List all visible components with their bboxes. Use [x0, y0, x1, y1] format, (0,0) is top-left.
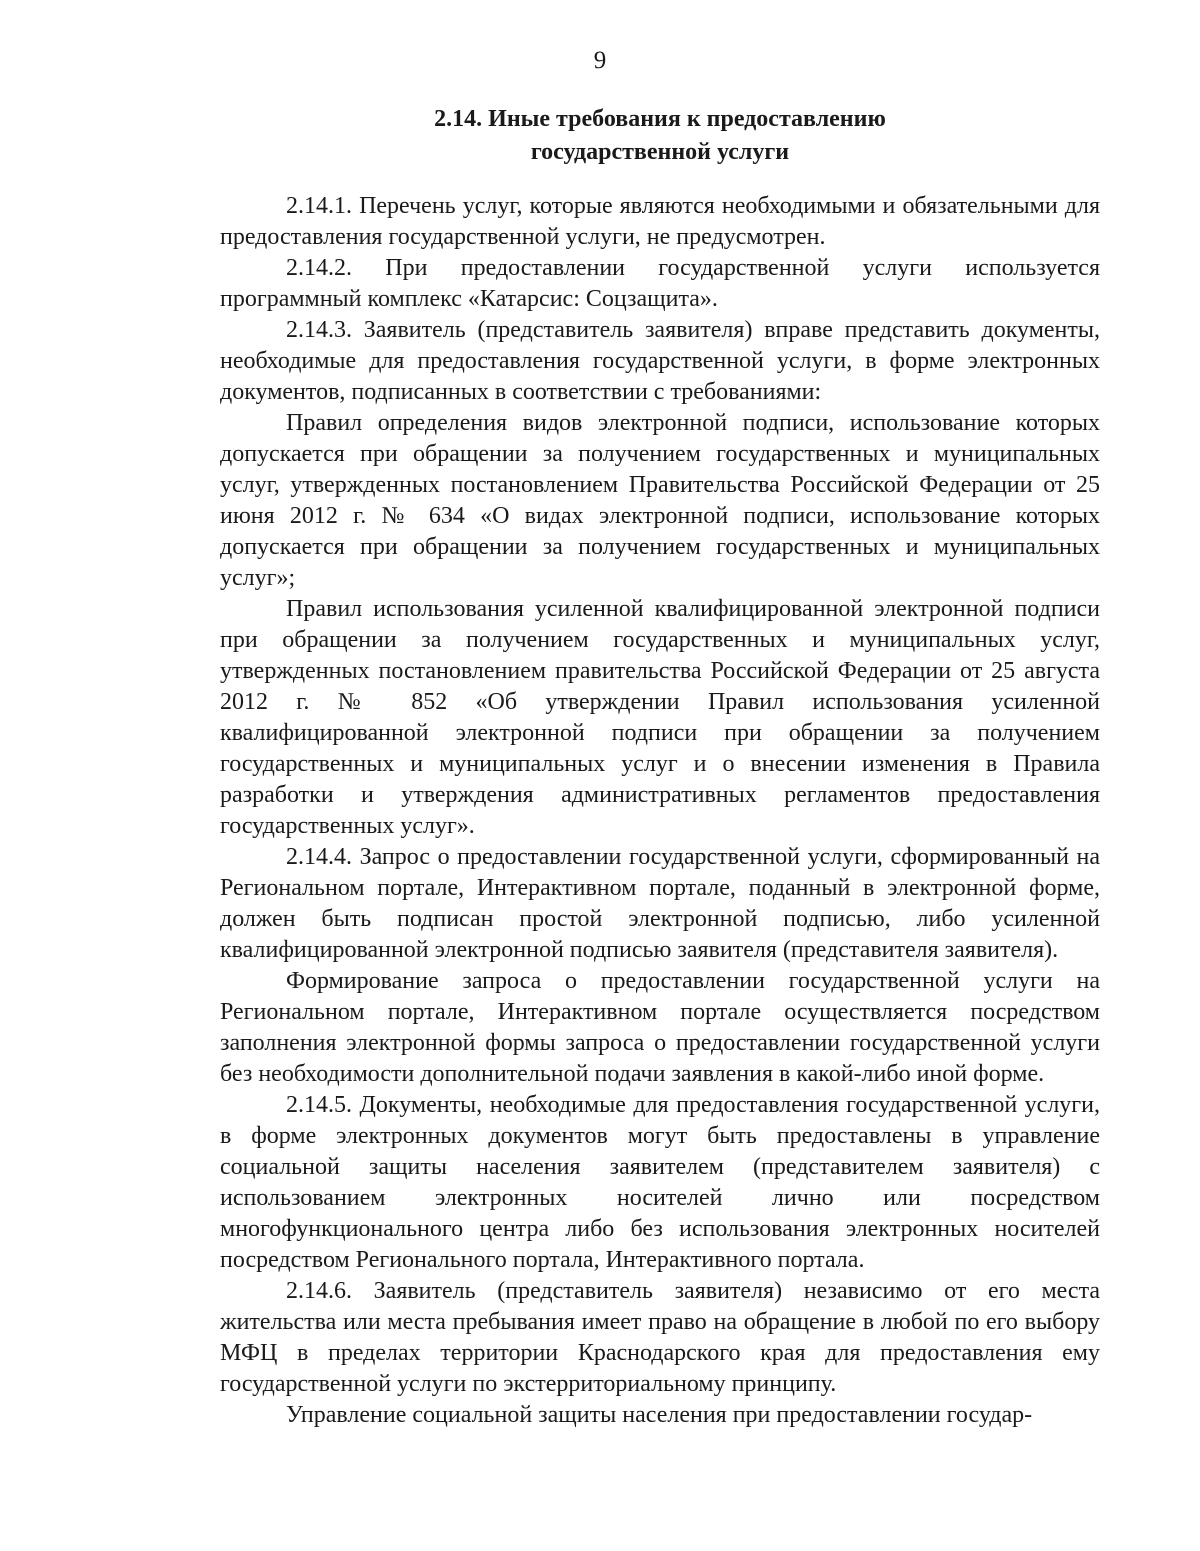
paragraph-2-14-6: 2.14.6. Заявитель (представитель заявителя) независимо от его места жительства или места пребывания имеет право на обращение в любой по его выбору МФЦ в пределах территории Краснодарского края для предоставления ему государственной услуги по экстерриториальному принципу. — [220, 1278, 1100, 1397]
paragraph-2-14-5: 2.14.5. Документы, необходимые для предоставления государственной услуги, в форме электронных документов могут быть предоставлены в управление социальной защиты населения заявителем (представителем заявителя) с использованием электронных носителей лично или посредством многофункционального центра либо без использования электронных носителей посредством Регионального портала, Интерактивного портала. — [220, 1092, 1100, 1273]
paragraph-2-14-2: 2.14.2. При предоставлении государственной услуги используется программный комплекс «Катарсис: Соцзащита». — [220, 255, 1100, 312]
paragraph-rules-634: Правил определения видов электронной подписи, использование которых допускается при обращении за получением государственных и муниципальных услуг, утвержденных постановлением Правительства Российской Федерации от 25 июня 2012 г. № 634 «О видах электронной подписи, использование которых допускается при обращении за получением государственных и муниципальных услуг»; — [220, 410, 1100, 591]
document-body — [220, 191, 1100, 1431]
paragraph-2-14-4: 2.14.4. Запрос о предоставлении государственной услуги, сформированный на Региональном портале, Интерактивном портале, поданный в электронной форме, должен быть подписан простой электронной подписью, либо усиленной квалифицированной электронной подписью заявителя (представителя заявителя). — [220, 844, 1100, 963]
paragraph-request-forming: Формирование запроса о предоставлении государственной услуги на Региональном портале, Интерактивном портале осуществляется посредством заполнения электронной формы запроса о предоставлении государственной услуги без необходимости дополнительной подачи заявления в какой-либо иной форме. — [220, 968, 1100, 1087]
section-heading-line-1: 2.14. Иные требования к предоставлению — [434, 106, 886, 132]
section-heading-line-2: государственной услуги — [530, 139, 790, 165]
page-number: 9 — [593, 47, 607, 74]
paragraph-2-14-3: 2.14.3. Заявитель (представитель заявителя) вправе представить документы, необходимые для предоставления государственной услуги, в форме электронных документов, подписанных в соответствии с требованиями: — [220, 317, 1100, 405]
paragraph-rules-852: Правил использования усиленной квалифицированной электронной подписи при обращении за получением государственных и муниципальных услуг, утвержденных постановлением правительства Российской Федерации от 25 августа 2012 г. № 852 «Об утверждении Правил использования усиленной квалифицированной электронной подписи при обращении за получением государственных и муниципальных услуг и о внесении изменения в Правила разработки и утверждения административных регламентов предоставления государственных услуг». — [220, 596, 1100, 839]
paragraph-continued: Управление социальной защиты населения при предоставлении государ- — [286, 1402, 1033, 1428]
section-heading — [300, 103, 1020, 169]
paragraph-2-14-1: 2.14.1. Перечень услуг, которые являются необходимыми и обязательными для предоставления государственной услуги, не предусмотрен. — [220, 193, 1100, 250]
